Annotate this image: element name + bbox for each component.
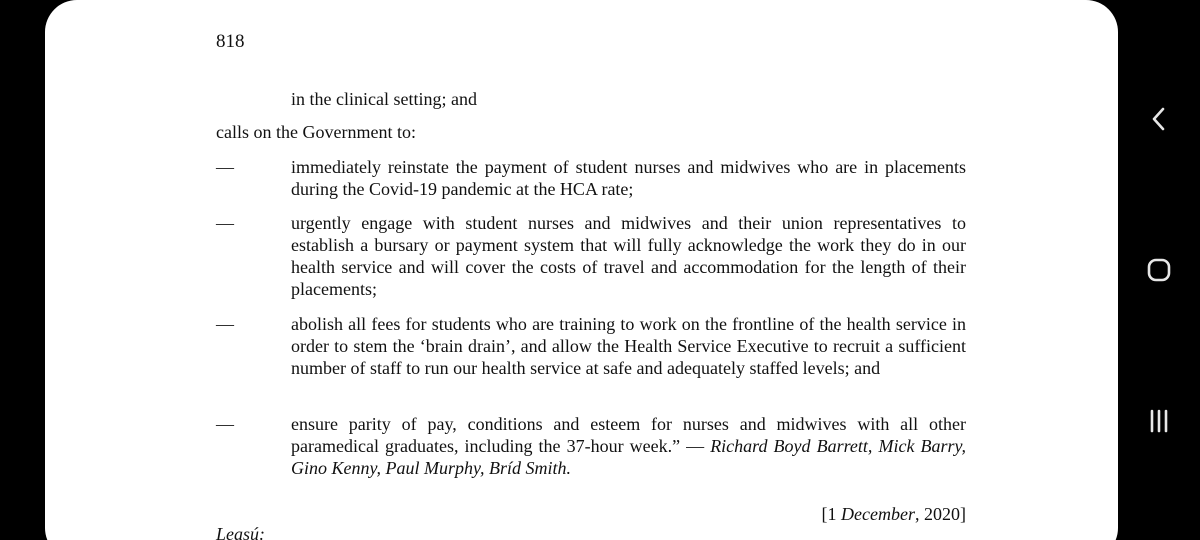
page-number: 818 [216, 31, 245, 52]
item-text: ensure parity of pay, conditions and esteem for nurses and midwives with all other paramedical graduates, including the 37-hour week.” — [291, 414, 966, 456]
lead-continuation-text: in the clinical setting; and [291, 89, 477, 109]
item-dash: — [216, 157, 234, 177]
amendment-heading: Leasú: [216, 524, 265, 540]
date-month: December [841, 504, 915, 524]
home-button[interactable] [1118, 240, 1200, 300]
item-text: urgently engage with student nurses and midwives and their union representatives to establish a bursary or payment system that will fully acknowledge the work they do in our health service and will cover the costs of travel and accommodation for the length of their placements; [291, 213, 966, 299]
motion-authors: Richard Boyd Barrett, Mick Barry, Gino Kenny, Paul Murphy, Bríd Smith. [291, 436, 966, 478]
navigation-bar [1118, 0, 1200, 540]
recents-button[interactable] [1118, 391, 1200, 451]
item-dash: — [216, 314, 234, 334]
home-icon [1145, 256, 1173, 284]
item-text: abolish all fees for students who are training to work on the frontline of the health service in order to stem the ‘brain drain’, and allow the Health Service Executive to recruit a sufficient number of staff to run our health service at safe and adequately staffed levels; and [291, 314, 966, 378]
item-text-final [291, 413, 966, 479]
back-button[interactable] [1118, 89, 1200, 149]
chevron-left-icon [1148, 106, 1170, 132]
calls-on-heading: calls on the Government to: [216, 122, 416, 142]
date-line [822, 503, 966, 525]
item-dash: — [216, 414, 234, 434]
date-suffix: , 2020] [915, 504, 966, 524]
date-prefix: [1 [821, 504, 842, 524]
document-page[interactable] [45, 0, 1118, 540]
item-text: immediately reinstate the payment of student nurses and midwives who are in placements during the Covid-19 pandemic at the HCA rate; [291, 157, 966, 199]
item-dash: — [216, 213, 234, 233]
recents-icon [1146, 408, 1172, 434]
